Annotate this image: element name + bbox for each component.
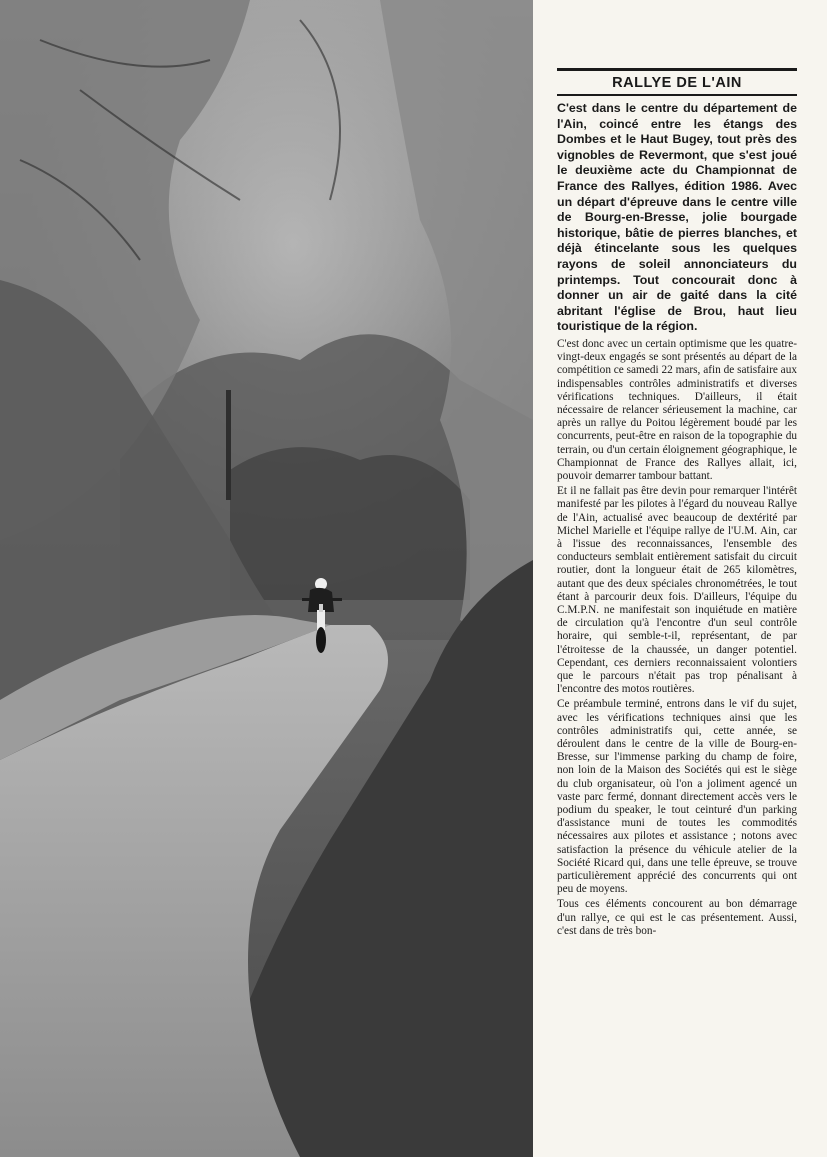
article-paragraph: Ce préambule terminé, entrons dans le vif du sujet, avec les vérifications techniques ainsi que les contrôles administratifs qui, cette année, se déroulent dans le centre de la ville de Bourg-en-Bresse, sur l'immense parking du champ de foire, non loin de la Maison des Sociétés qui est le siège du club organisateur, où l'on a joliment agencé un vaste parc fermé, donnant directement accès vers le podium du speaker, le tout ceinturé d'un parking d'assistance muni de toutes les commodités nécessaires aux pilotes et assistance ; notons avec satisfaction la présence du véhicule atelier de la Société Ricard qui, dans une telle épreuve, se trouve particulièrement apprécié des concurrents qui ont peu de moyens.	[557, 698, 797, 896]
article-paragraph: Tous ces éléments concourent au bon démarrage d'un rallye, ce qui est le cas présentement. Aussi, c'est dans de très bon-	[557, 898, 797, 937]
article-paragraph: Et il ne fallait pas être devin pour remarquer l'intérêt manifesté par les pilotes à l'égard du nouveau Rallye de l'Ain, actualisé avec beaucoup de dextérité par Michel Marielle et l'équipe rallye de l'U.M. Ain, car à l'issue des reconnaissances, l'ensemble des conducteurs semblait entièrement satisfait du circuit routier, dont la longueur était de 265 kilomètres, autant que des deux spéciales chronométrées, le tout étant à parcourir deux fois. D'ailleurs, l'équipe du C.M.P.N. ne manifestait son inquiétude en matière de circulation qu'à l'encontre d'un seul contrôle horaire, qui semble-t-il, représentant, de par l'étroitesse de la chaussée, un danger potentiel. Cependant, ces derniers reconnaissaient volontiers que le parcours n'était pas trop pénalisant à l'encontre des motos routières.	[557, 485, 797, 696]
headline-bottom-rule	[557, 94, 797, 96]
article-column	[557, 68, 797, 940]
article-lead: C'est dans le centre du département de l'Ain, coincé entre les étangs des Dombes et le Haut Bugey, tout près des vignobles de Revermont, que s'est joué le deuxième acte du Championnat de France des Rallyes, édition 1986. Avec un départ d'épreuve dans le centre ville de Bourg-en-Bresse, jolie bourgade historique, bâtie de pierres blanches, et déjà étincelante sous les quelques rayons de soleil annonciateurs du printemps. Tout concourait donc à donner un air de gaité dans la cité abritant l'église de Brou, haut lieu touristique de la région.	[557, 101, 797, 334]
article-headline: RALLYE DE L'AIN	[612, 75, 742, 91]
article-paragraph: C'est donc avec un certain optimisme que les quatre-vingt-deux engagés se sont présentés au départ de la compétition ce samedi 22 mars, afin de satisfaire aux indispensables contrôles administratifs et diverses vérifications techniques. D'ailleurs, il était nécessaire de relancer sérieusement la machine, car après un rallye du Poitou légèrement boudé par les concurrents, peut-être en raison de la topographie du terrain, ou d'un certain éloignement géographique, le Championnat de France des Rallyes allait, ici, pouvoir demarrer tambour battant.	[557, 337, 797, 482]
